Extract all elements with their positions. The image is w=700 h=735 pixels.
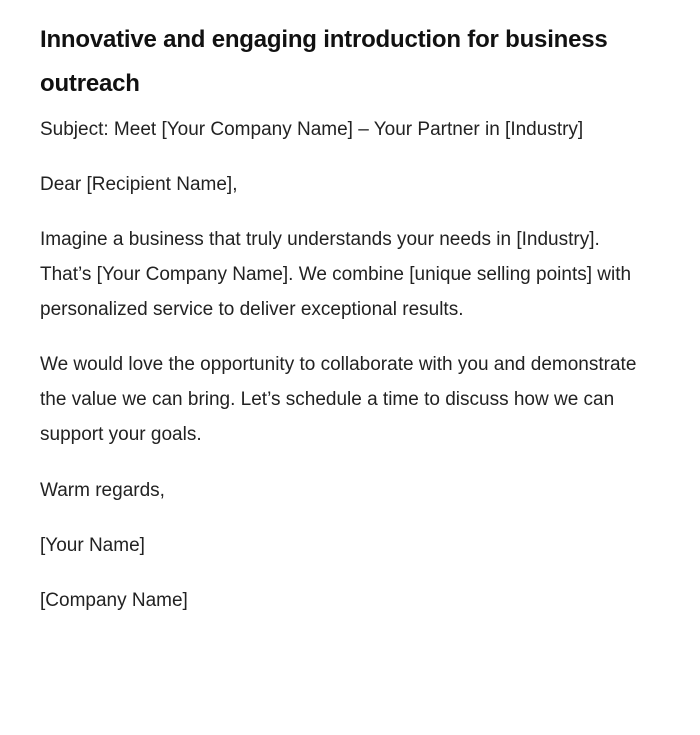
- email-subject: Subject: Meet [Your Company Name] – Your Partner in [Industry]: [40, 119, 584, 140]
- signoff: Warm regards,: [40, 480, 165, 501]
- letter-document: [40, 18, 640, 618]
- sender-name: [Your Name]: [40, 535, 145, 556]
- body-paragraph-cta: We would love the opportunity to collaborate with you and demonstrate the value we can bring. Let’s schedule a time to discuss how we can support your goals.: [40, 354, 637, 445]
- body-paragraph-intro: Imagine a business that truly understands your needs in [Industry]. That’s [Your Company Name]. We combine [unique selling points] with personalized service to deliver exceptional results.: [40, 229, 632, 320]
- document-title: Innovative and engaging introduction for business outreach: [40, 26, 608, 97]
- salutation: Dear [Recipient Name],: [40, 174, 238, 195]
- sender-company: [Company Name]: [40, 590, 188, 611]
